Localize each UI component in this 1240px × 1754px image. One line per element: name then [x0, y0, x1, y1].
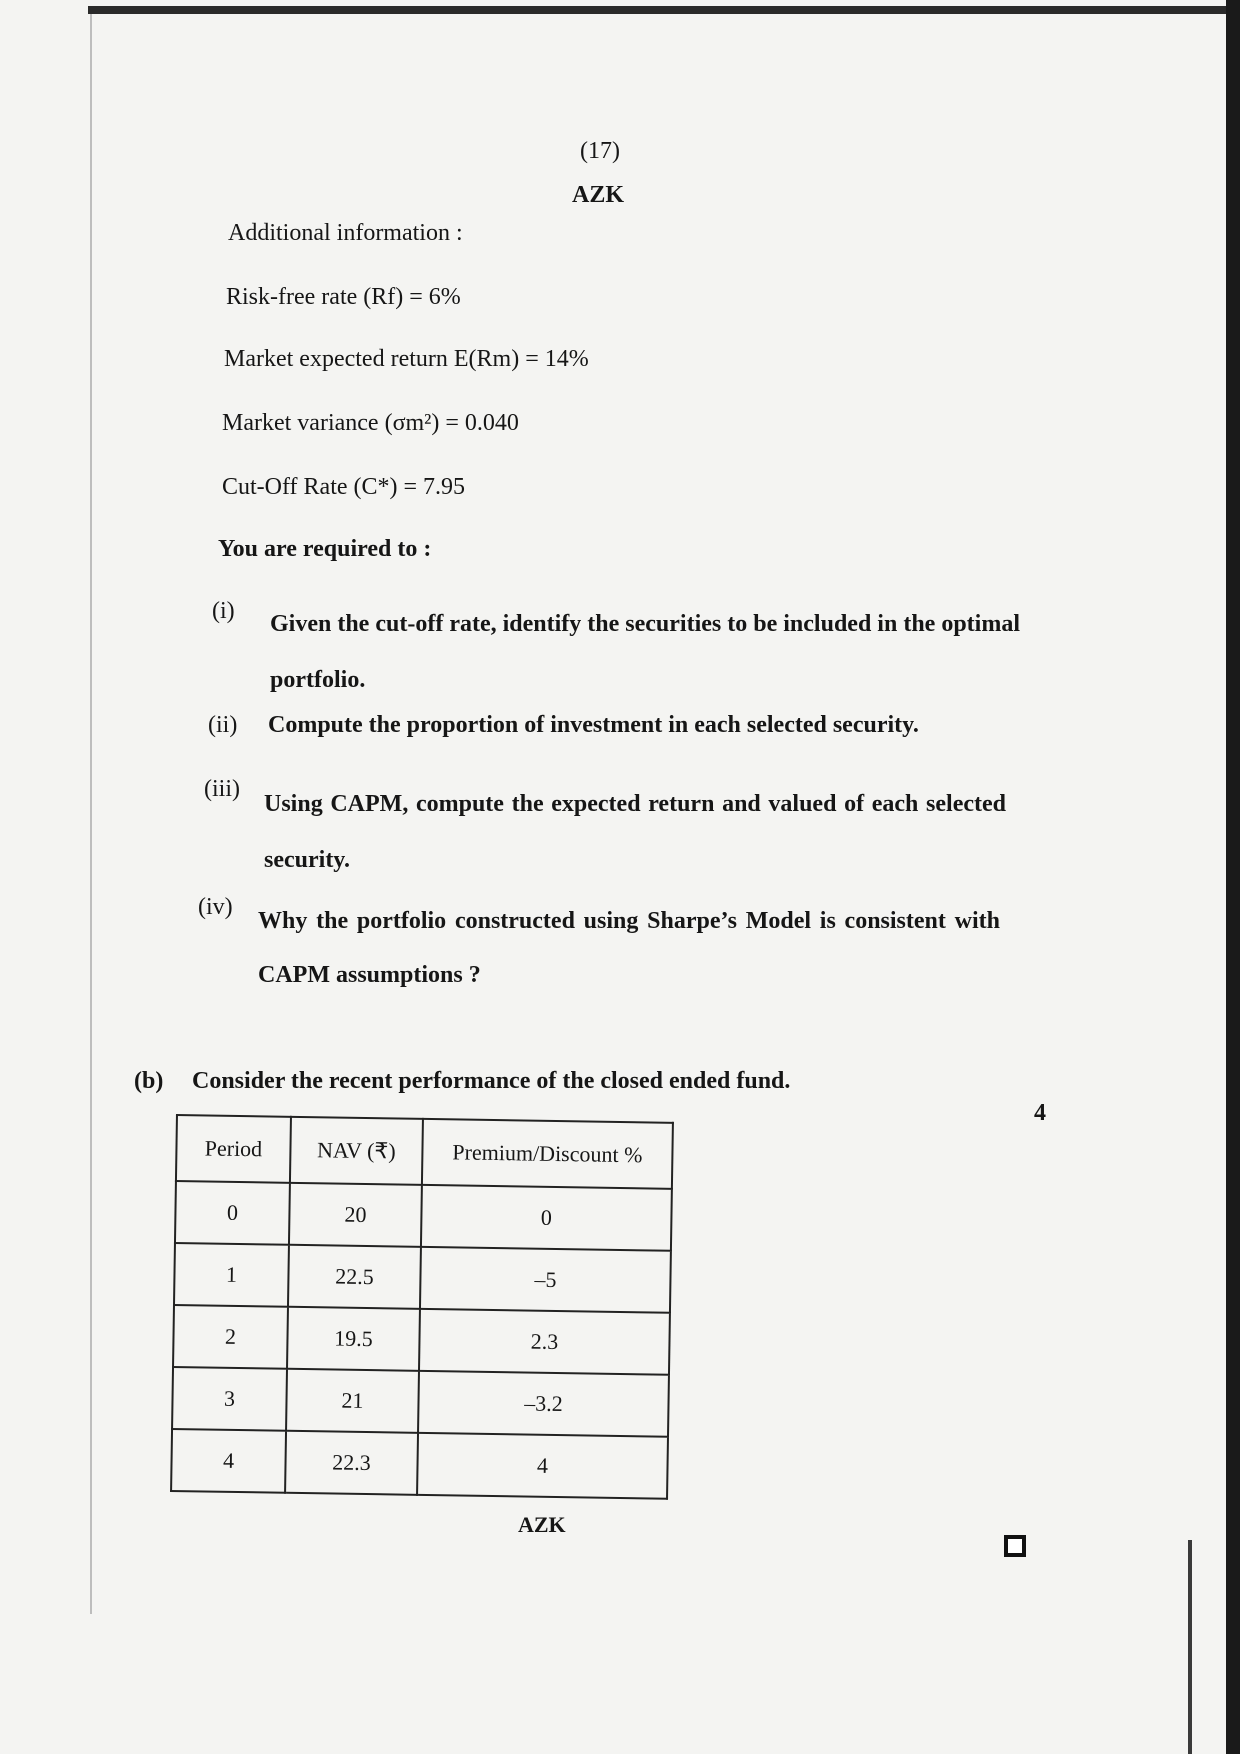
cell-nav: 21	[286, 1369, 419, 1433]
scan-left-edge	[90, 14, 92, 1614]
scan-right-edge	[1188, 1540, 1192, 1754]
question-ii-number: (ii)	[208, 712, 238, 738]
cell-nav: 22.5	[288, 1245, 421, 1309]
question-iii-number: (iii)	[204, 776, 240, 802]
scan-top-border	[88, 6, 1240, 14]
cell-nav: 19.5	[287, 1307, 420, 1371]
scan-right-border	[1226, 0, 1240, 1754]
question-iv-text: Why the portfolio constructed using Sharpe’s Model is consistent with CAPM assumptions ?	[258, 908, 1000, 988]
cell-nav: 20	[289, 1183, 422, 1247]
question-ii-text: Compute the proportion of investment in each selected security.	[268, 712, 919, 738]
cell-period: 3	[172, 1367, 287, 1431]
paper-code: AZK	[572, 182, 625, 208]
required-heading: You are required to :	[218, 536, 432, 562]
info-cut-off-rate: Cut-Off Rate (C*) = 7.95	[222, 474, 466, 500]
part-b-label: (b)	[134, 1068, 164, 1094]
header-premium-discount: Premium/Discount %	[422, 1119, 673, 1189]
part-b-marks: 4	[1034, 1100, 1046, 1126]
cell-period: 1	[174, 1243, 289, 1307]
page-number: (17)	[580, 138, 620, 164]
question-iii-text: Using CAPM, compute the expected return and valued of each selected security.	[264, 791, 1006, 873]
footer-paper-code: AZK	[518, 1512, 566, 1537]
cell-premium: 4	[417, 1433, 668, 1499]
table-row	[175, 1181, 672, 1251]
cell-period: 2	[173, 1305, 288, 1369]
cell-premium: –3.2	[418, 1371, 669, 1437]
header-period: Period	[176, 1115, 291, 1183]
fund-performance-table	[170, 1114, 674, 1500]
info-market-expected-return: Market expected return E(Rm) = 14%	[224, 346, 589, 372]
info-market-variance: Market variance (σm²) = 0.040	[222, 410, 519, 436]
table-row	[174, 1243, 671, 1313]
cell-premium: –5	[420, 1247, 671, 1313]
cell-nav: 22.3	[285, 1431, 418, 1495]
question-i-text: Given the cut-off rate, identify the securities to be included in the optimal portfolio.	[270, 611, 1020, 693]
table-row	[173, 1305, 670, 1375]
table-row	[172, 1367, 669, 1437]
table-header-row	[176, 1115, 673, 1189]
question-iv-number: (iv)	[198, 894, 233, 920]
cell-premium: 2.3	[419, 1309, 670, 1375]
cell-period: 0	[175, 1181, 290, 1245]
table-row	[171, 1429, 668, 1499]
info-risk-free-rate: Risk-free rate (Rf) = 6%	[226, 284, 461, 310]
question-i-number: (i)	[212, 598, 235, 624]
cell-premium: 0	[421, 1185, 672, 1251]
additional-info-heading: Additional information :	[228, 220, 463, 246]
header-nav: NAV (₹)	[290, 1117, 423, 1185]
part-b-text: Consider the recent performance of the closed ended fund.	[192, 1068, 791, 1094]
square-box-icon	[1004, 1535, 1026, 1557]
cell-period: 4	[171, 1429, 286, 1493]
